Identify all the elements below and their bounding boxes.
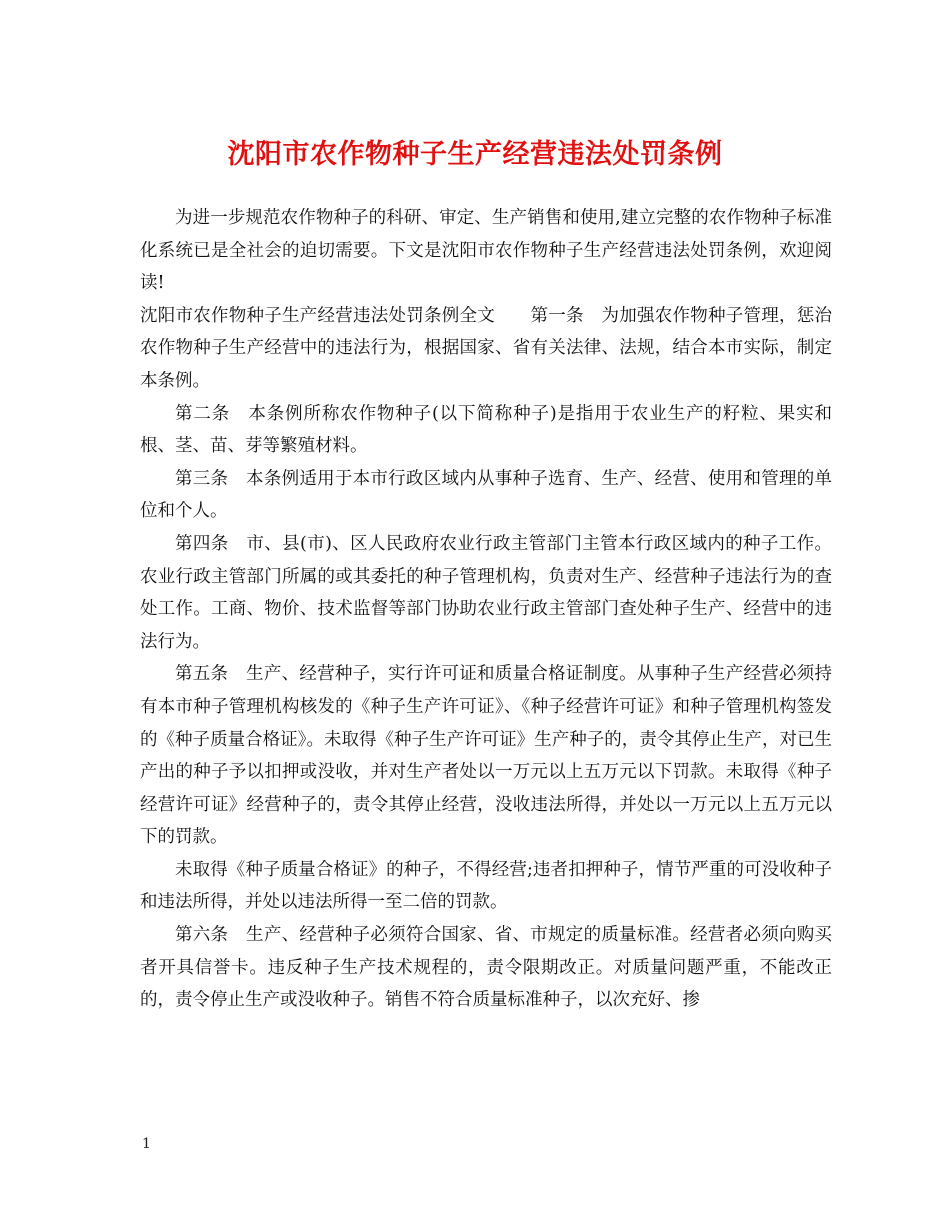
paragraph-article-3: 第三条 本条例适用于本市行政区域内从事种子选育、生产、经营、使用和管理的单位和个人。 [140,468,832,522]
paragraph-intro: 为进一步规范农作物种子的科研、审定、生产销售和使用,建立完整的农作物种子标准化系统已是全社会的迫切需要。下文是沈阳市农作物种子生产经营违法处罚条例，欢迎阅读! [140,208,832,294]
paragraph-article-5: 第五条 生产、经营种子，实行许可证和质量合格证制度。从事种子生产经营必须持有本市种子管理机构核发的《种子生产许可证》、《种子经营许可证》和种子管理机构签发的《种子质量合格证》。未取得《种子生产许可证》生产种子的，责令其停止生产，对已生产出的种子予以扣押或没收，并对生产者处以一万元以上五万元以下罚款。未取得《种子经营许可证》经营种子的，责令其停止经营，没收违法所得，并处以一万元以上五万元以下的罚款。 [140,664,832,848]
document-title: 沈阳市农作物种子生产经营违法处罚条例 [227,139,723,170]
page-number: 1 [142,1136,151,1152]
paragraph-article-5-cont: 未取得《种子质量合格证》的种子，不得经营;违者扣押种子，情节严重的可没收种子和违法所得，并处以违法所得一至二倍的罚款。 [140,859,832,913]
paragraph-article-6: 第六条 生产、经营种子必须符合国家、省、市规定的质量标准。经营者必须向购买者开具信誉卡。违反种子生产技术规程的，责令限期改正。对质量问题严重，不能改正的，责令停止生产或没收种子。销售不符合质量标准种子，以次充好、掺 [140,925,832,1011]
paragraph-article-1: 沈阳市农作物种子生产经营违法处罚条例全文 第一条 为加强农作物种子管理，惩治农作物种子生产经营中的违法行为，根据国家、省有关法律、法规，结合本市实际，制定本条例。 [140,305,832,391]
document-body [140,202,832,1017]
paragraph-article-2: 第二条 本条例所称农作物种子(以下简称种子)是指用于农业生产的籽粒、果实和根、茎、苗、芽等繁殖材料。 [140,403,832,457]
paragraph-article-4: 第四条 市、县(市)、区人民政府农业行政主管部门主管本行政区域内的种子工作。农业行政主管部门所属的或其委托的种子管理机构，负责对生产、经营种子违法行为的查处工作。工商、物价、技术监督等部门协助农业行政主管部门查处种子生产、经营中的违法行为。 [140,533,832,652]
